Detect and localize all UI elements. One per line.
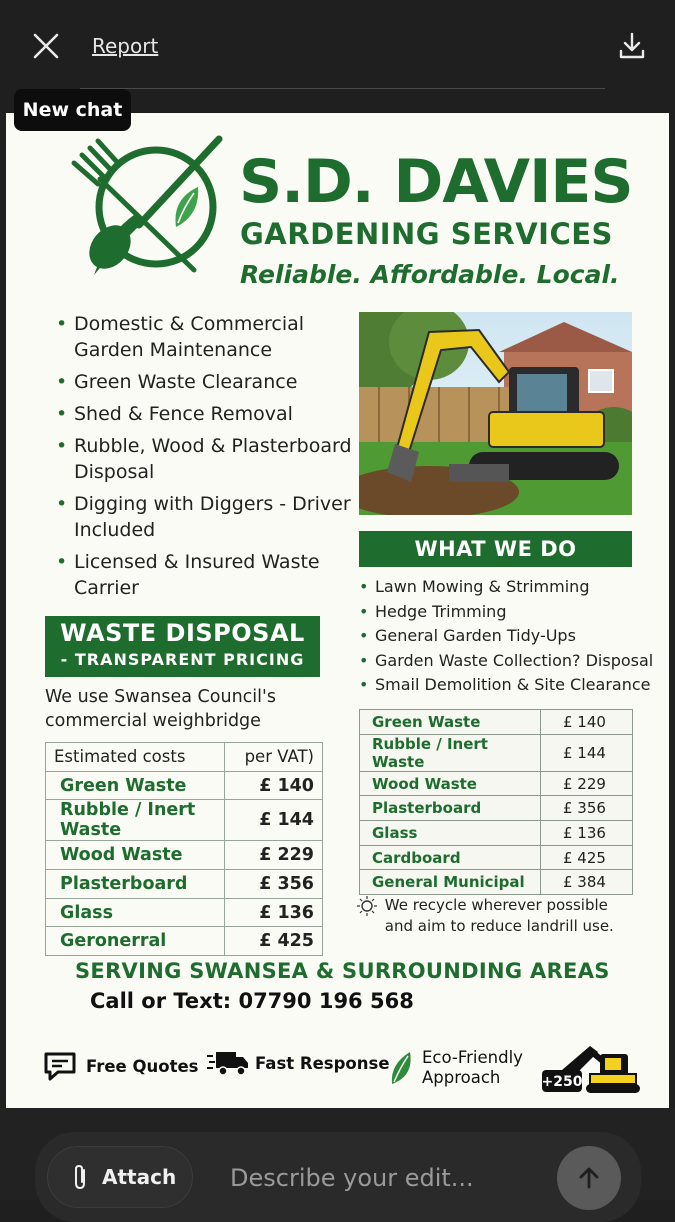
waste-price: £ 140	[541, 710, 633, 735]
services-list	[52, 311, 352, 607]
table-row	[360, 771, 633, 796]
excavator-photo	[359, 312, 632, 515]
waste-price: £ 136	[541, 821, 633, 846]
report-link[interactable]: Report	[92, 34, 159, 58]
list-item: • Green Waste Clearance	[52, 369, 352, 395]
brand-tagline: Reliable. Affordable. Local.	[240, 260, 620, 289]
list-item: • Licensed & Insured Waste Carrier	[52, 549, 352, 601]
waste-type: Wood Waste	[360, 771, 541, 796]
table-row	[360, 734, 633, 771]
what-we-do-banner: WHAT WE DO	[359, 531, 632, 567]
list-item: • Shed & Fence Removal	[52, 401, 352, 427]
download-icon	[616, 30, 648, 62]
waste-type: Plasterboard	[360, 796, 541, 821]
eco-friendly-line1: Eco-Friendly	[422, 1048, 523, 1067]
free-quotes-feature	[42, 1048, 199, 1084]
waste-type: Geronerral	[46, 927, 225, 956]
digger-badge	[542, 1040, 642, 1094]
fast-response-label: Fast Response	[255, 1053, 390, 1073]
waste-disposal-banner	[45, 616, 320, 677]
waste-price: £ 425	[225, 927, 323, 956]
waste-price: £ 140	[225, 771, 323, 800]
waste-price: £ 356	[541, 796, 633, 821]
new-chat-button[interactable]: New chat	[14, 89, 131, 131]
attach-label: Attach	[102, 1165, 177, 1189]
eco-friendly-line2: Approach	[422, 1068, 501, 1087]
recycle-note-line1: We recycle wherever possible	[384, 896, 608, 914]
waste-type: Rubble / Inert Waste	[360, 734, 541, 771]
waste-disposal-subtitle: - TRANSPARENT PRICING	[60, 650, 305, 669]
delivery-truck-icon	[207, 1048, 249, 1078]
waste-price: £ 356	[225, 870, 323, 899]
waste-type: General Municipal	[360, 870, 541, 895]
list-item: • Rubble, Wood & Plasterboard Disposal	[52, 433, 352, 485]
features-row	[42, 1048, 642, 1092]
list-item: • Digging with Diggers - Driver Included	[52, 491, 352, 543]
header-divider	[80, 88, 605, 89]
serving-area-text: SERVING SWANSEA & SURROUNDING AREAS	[75, 959, 610, 983]
list-item: • Domestic & Commercial Garden Maintenance	[52, 311, 352, 363]
table-header-cell: Estimated costs	[46, 743, 225, 772]
flyer-image	[6, 113, 669, 1108]
waste-price: £ 144	[225, 800, 323, 841]
eco-friendly-feature	[388, 1048, 523, 1088]
brand-subtitle: GARDENING SERVICES	[240, 217, 613, 251]
waste-type: Rubble / Inert Waste	[46, 800, 225, 841]
close-icon	[30, 30, 62, 62]
chat-bubble-icon	[42, 1048, 78, 1084]
brand-title: S.D. DAVIES	[239, 147, 633, 217]
waste-type: Wood Waste	[46, 841, 225, 870]
paperclip-icon	[70, 1163, 90, 1191]
waste-type: Green Waste	[360, 710, 541, 735]
weighbridge-note: We use Swansea Council's commercial weighbridge	[45, 687, 276, 731]
call-text: Call or Text: 07790 196 568	[90, 989, 414, 1013]
table-row	[46, 898, 323, 927]
recycle-note-line2: and aim to reduce landrill use.	[384, 917, 614, 935]
table-row	[46, 771, 323, 800]
table-row	[360, 796, 633, 821]
free-quotes-label: Free Quotes	[86, 1056, 199, 1076]
fast-response-feature	[207, 1048, 390, 1078]
table-row	[360, 710, 633, 735]
waste-type: Green Waste	[46, 771, 225, 800]
attach-button[interactable]	[47, 1146, 193, 1208]
waste-type: Glass	[46, 898, 225, 927]
waste-type: Glass	[360, 821, 541, 846]
waste-price: £ 136	[225, 898, 323, 927]
waste-price: £ 384	[541, 870, 633, 895]
waste-disposal-title: WASTE DISPOSAL	[60, 619, 305, 647]
table-row	[46, 870, 323, 899]
leaf-icon	[388, 1050, 414, 1086]
list-item: • Hedge Trimming	[359, 600, 659, 625]
waste-price: £ 229	[225, 841, 323, 870]
table-row	[46, 927, 323, 956]
send-button[interactable]	[557, 1146, 621, 1210]
lightbulb-icon	[356, 895, 380, 923]
price-table-right	[359, 709, 633, 895]
arrow-up-icon	[576, 1165, 602, 1191]
table-row	[360, 870, 633, 895]
close-button[interactable]	[30, 30, 62, 62]
waste-pricing-table	[45, 742, 323, 956]
table-row	[46, 800, 323, 841]
top-bar	[0, 0, 675, 92]
digger-icon	[542, 1040, 642, 1094]
list-item: • General Garden Tidy-Ups	[359, 624, 659, 649]
table-row	[360, 821, 633, 846]
what-we-do-list	[359, 575, 659, 698]
recycle-note	[356, 895, 656, 937]
list-item: • Smail Demolition & Site Clearance	[359, 673, 659, 698]
waste-price: £ 425	[541, 845, 633, 870]
table-row	[360, 845, 633, 870]
waste-type: Plasterboard	[46, 870, 225, 899]
table-header-row	[46, 743, 323, 772]
list-item: • Garden Waste Collection? Disposal	[359, 649, 659, 674]
waste-price: £ 144	[541, 734, 633, 771]
digger-badge-label: +250	[542, 1074, 583, 1090]
list-item: • Lawn Mowing & Strimming	[359, 575, 659, 600]
waste-price: £ 229	[541, 771, 633, 796]
edit-prompt-input[interactable]	[230, 1158, 550, 1198]
download-button[interactable]	[616, 30, 648, 62]
table-header-cell: per VAT)	[225, 743, 323, 772]
table-row	[46, 841, 323, 870]
garden-tools-logo-icon	[64, 135, 224, 275]
waste-type: Cardboard	[360, 845, 541, 870]
